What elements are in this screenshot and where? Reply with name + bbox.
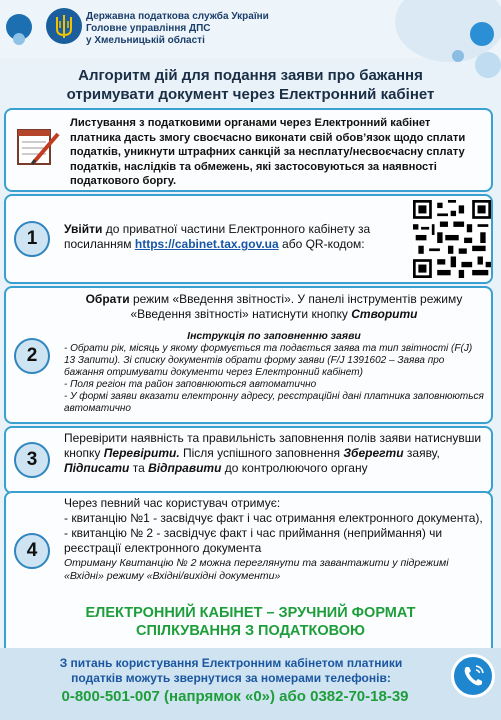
phone-icon	[451, 654, 495, 698]
step-3-desc: Після успішного заповнення	[179, 446, 344, 460]
step-4-line: Через певний час користувач отримує:	[64, 496, 281, 510]
contacts-text: З питань користування Електронним кабінетом платники податків можуть звернутися за номерами телефонів:	[59, 656, 403, 685]
decor-circle	[452, 50, 464, 62]
instruction-item: - Поля регіон та район заповнюються автоматично	[64, 379, 317, 390]
step-3-desc: та	[129, 461, 149, 475]
decor-circle	[470, 22, 494, 46]
org-line: у Хмельницькій області	[86, 35, 205, 46]
create-button-label: Створити	[351, 307, 418, 321]
contacts-footer	[0, 648, 501, 720]
instruction-block	[64, 326, 484, 415]
slogan-line: СПІЛКУВАННЯ З ПОДАТКОВОЮ	[136, 623, 365, 639]
step-1-qr-text: або QR-кодом:	[278, 237, 365, 251]
step-1-desc: до приватної частини Електронного кабінету за посиланням	[64, 222, 371, 251]
save-button-label: Зберегти	[343, 446, 404, 460]
step-number: 4	[14, 533, 50, 569]
step-number: 3	[14, 442, 50, 478]
step-2-desc: режим «Введення звітності». У панелі інструментів режиму «Введення звітності» натиснути кнопку	[129, 292, 463, 321]
phone-numbers[interactable]: 0-800-501-007 (напрямок «0») або 0382-70-18-39	[61, 688, 409, 705]
decor-circle	[13, 33, 25, 45]
instruction-item: - Обрати рік, місяць у якому формується та подається заява та тип звітності (F(J) 13 Запити). Зі списку документів обрати форму заяви (F/J 1391602 – Заява про бажання отримувати документи через Електронний кабінет)	[64, 343, 473, 378]
step-4-text	[64, 496, 484, 583]
intro-box	[4, 108, 493, 192]
step-1-text	[64, 222, 404, 252]
step-3-text	[64, 431, 484, 476]
step-3-desc: заяву,	[403, 446, 440, 460]
instruction-item: - У формі заяви вказати електронну адресу, реєстраційні дані платника заповнюються автоматично	[64, 391, 484, 414]
step-1-box	[4, 194, 493, 284]
step-number: 2	[14, 338, 50, 374]
step-3-desc: до контролюючого органу	[221, 461, 368, 475]
title-line: Алгоритм дій для подання заяви про бажання	[78, 67, 423, 84]
trident-emblem-icon	[46, 8, 82, 44]
org-name	[86, 11, 269, 47]
step-4-line: - квитанцію №1 - засвідчує факт і час отримання електронного документа),	[64, 511, 483, 525]
page-title	[0, 66, 501, 104]
step-3-box	[4, 426, 493, 494]
step-4-line: - квитанцію № 2 - засвідчує факт і час приймання (неприймання) чи реєстрації електронного документа	[64, 526, 443, 555]
cabinet-link[interactable]: https://cabinet.tax.gov.ua	[134, 237, 279, 251]
check-button-label: Перевірити.	[103, 446, 180, 460]
step-4-box	[4, 491, 493, 665]
intro-text: Листування з податковими органами через Електронний кабінет платника дасть змогу своєчасно виконати свій обов’язок щодо сплати податків, уникнути штрафних санкцій за несплату/несвоєчасну сплату податків, наслідків та обмежень, які застосовуються за наявності податкового боргу.	[70, 117, 466, 187]
step-2-text	[64, 292, 484, 322]
sign-button-label: Підписати	[64, 461, 130, 475]
step-2-box	[4, 286, 493, 424]
notepad-pen-icon	[12, 124, 62, 168]
title-line: отримувати документ через Електронний кабінет	[66, 86, 435, 103]
slogan-line: ЕЛЕКТРОННИЙ КАБІНЕТ – ЗРУЧНИЙ ФОРМАТ	[85, 605, 416, 621]
org-line: Державна податкова служба України	[86, 11, 269, 22]
step-4-note: Отриману Квитанцію № 2 можна переглянути та завантажити у підрежимі «Вхідні» режиму «Вхідні/вихідні документи»	[64, 557, 449, 582]
instruction-title: Інструкція по заповненню заяви	[187, 330, 361, 342]
step-2-action: Обрати	[85, 292, 130, 306]
send-button-label: Відправити	[148, 461, 222, 475]
step-1-action: Увійти	[64, 222, 103, 236]
step-3-desc: Перевірити наявність та правильність заповнення полів заяви натиснувши кнопку	[64, 431, 482, 460]
header	[0, 0, 501, 58]
slogan	[6, 604, 495, 640]
qr-code-icon[interactable]	[413, 200, 491, 278]
org-line: Головне управління ДПС	[86, 23, 211, 34]
step-number: 1	[14, 221, 50, 257]
